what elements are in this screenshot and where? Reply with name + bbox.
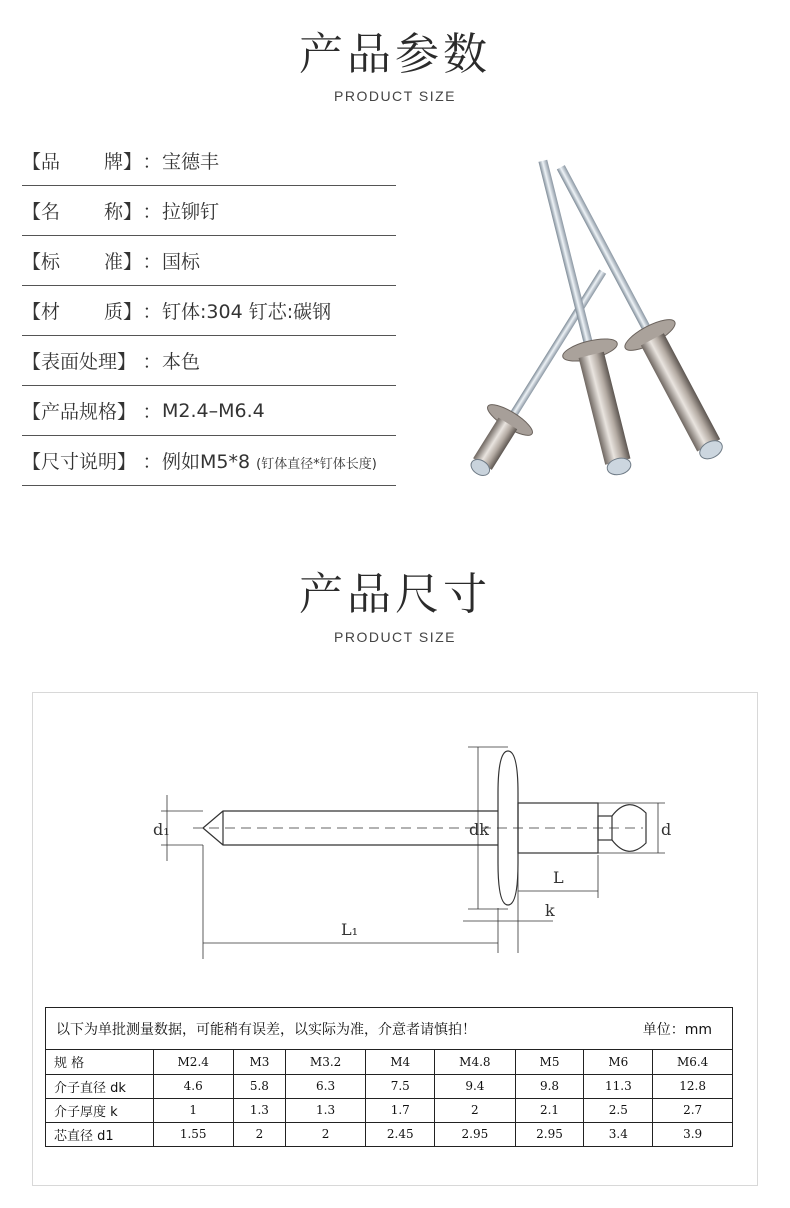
- label-k: k: [545, 901, 555, 920]
- spec-value: 拉铆钉: [162, 201, 220, 223]
- table-row: 介子直径 dk 4.6 5.8 6.3 7.5 9.4 9.8 11.3 12.8: [46, 1074, 732, 1098]
- table-row: 规 格 M2.4 M3 M3.2 M4 M4.8 M5 M6 M6.4: [46, 1050, 732, 1074]
- spec-row-spec-range: 【产品规格】 ： M2.4–M6.4: [22, 386, 396, 436]
- spec-label: 【名 称】: [22, 201, 142, 223]
- params-subtitle: PRODUCT SIZE: [334, 88, 456, 104]
- spec-label: 【标 准】: [22, 251, 142, 273]
- spec-row-name: 【名 称】 ： 拉铆钉: [22, 186, 396, 236]
- spec-value: 国标: [162, 251, 201, 273]
- spec-value: 钉体:304 钉芯:碳钢: [162, 301, 332, 323]
- spec-row-brand: 【品 牌】 ： 宝德丰: [22, 136, 396, 186]
- label-L: L: [553, 868, 564, 887]
- spec-row-standard: 【标 准】 ： 国标: [22, 236, 396, 286]
- dimension-table: [45, 1007, 733, 1147]
- params-title: 产品参数: [299, 29, 491, 80]
- spec-label: 【材 质】: [22, 301, 142, 323]
- spec-value: 宝德丰: [162, 151, 220, 173]
- table-header: [46, 1008, 732, 1050]
- rivet-photo-icon: [450, 150, 760, 500]
- spec-row-size-note: 【尺寸说明】 ： 例如M5*8 (钉体直径*钉体长度): [22, 436, 396, 486]
- spec-row-material: 【材 质】 ： 钉体:304 钉芯:碳钢: [22, 286, 396, 336]
- label-d: d: [661, 820, 672, 839]
- spec-list: [22, 136, 396, 486]
- label-dk: dk: [469, 820, 489, 839]
- spec-label: 【品 牌】: [22, 151, 142, 173]
- table-row: 介子厚度 k 1 1.3 1.3 1.7 2 2.1 2.5 2.7: [46, 1098, 732, 1122]
- size-subtitle: PRODUCT SIZE: [334, 629, 456, 645]
- table-note: 以下为单批测量数据，可能稍有误差，以实际为准，介意者请慎拍！: [56, 1021, 476, 1038]
- spec-label: 【表面处理】: [22, 351, 137, 373]
- rivet-dimension-drawing: [153, 743, 673, 963]
- label-L1: L₁: [341, 920, 359, 939]
- spec-value: 例如M5*8 (钉体直径*钉体长度): [162, 451, 377, 473]
- spec-value: 本色: [162, 351, 201, 373]
- label-d1: d₁: [153, 820, 170, 839]
- spec-row-surface: 【表面处理】 ： 本色: [22, 336, 396, 386]
- spec-label: 【产品规格】: [22, 401, 137, 423]
- size-title: 产品尺寸: [299, 569, 491, 620]
- spec-value: M2.4–M6.4: [162, 399, 265, 422]
- table-unit: 单位：mm: [642, 1021, 712, 1038]
- spec-note: (钉体直径*钉体长度): [256, 457, 377, 472]
- dimension-grid: [46, 1050, 732, 1146]
- spec-label: 【尺寸说明】: [22, 451, 137, 473]
- table-row: 芯直径 d1 1.55 2 2 2.45 2.95 2.95 3.4 3.9: [46, 1122, 732, 1146]
- diagram-box: [32, 692, 758, 1186]
